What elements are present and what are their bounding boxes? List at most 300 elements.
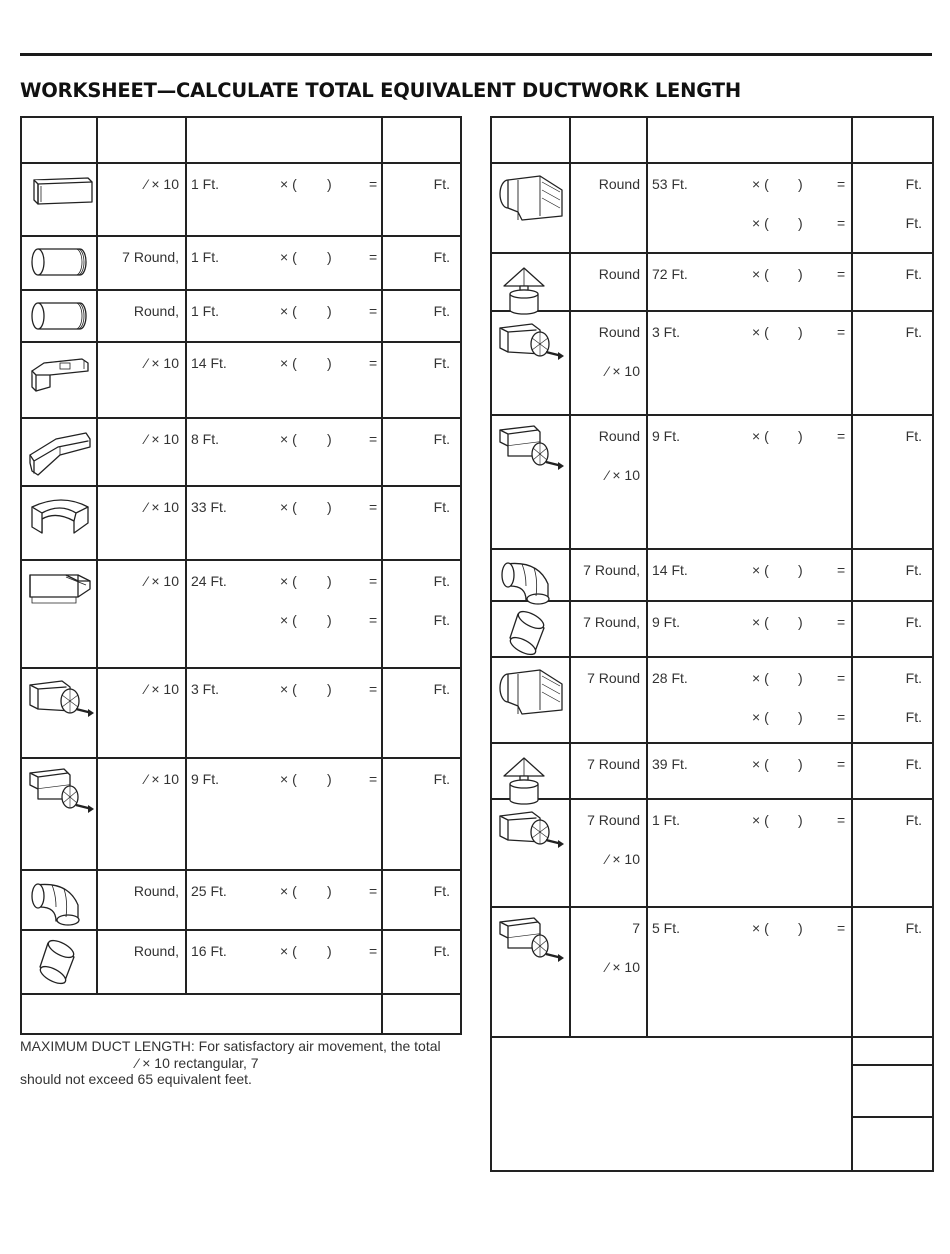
equivalent-length: 3 Ft. xyxy=(652,324,681,340)
multiply-open-paren: × ( xyxy=(280,249,297,265)
calc-line xyxy=(648,614,851,632)
fitting-size-cell xyxy=(570,311,647,415)
close-paren: ) xyxy=(327,176,332,192)
equals-sign: = xyxy=(837,812,846,828)
equals-sign: = xyxy=(369,249,378,265)
multiply-open-paren: × ( xyxy=(752,812,769,828)
result-unit: Ft. xyxy=(905,920,922,936)
fitting-row xyxy=(491,549,933,601)
result-unit: Ft. xyxy=(433,943,450,959)
multiply-open-paren: × ( xyxy=(280,771,297,787)
equivalent-length: 16 Ft. xyxy=(191,943,227,959)
total-value-cell[interactable] xyxy=(852,1117,933,1171)
fitting-size-cell xyxy=(97,342,186,418)
result-cell[interactable] xyxy=(852,743,933,799)
page-title: WORKSHEET—CALCULATE TOTAL EQUIVALENT DUCTWORK LENGTH xyxy=(20,79,741,102)
result-cell[interactable] xyxy=(382,342,461,418)
result-unit: Ft. xyxy=(905,812,922,828)
header-fitting-cell xyxy=(21,117,97,163)
header-equivalent-cell xyxy=(186,117,382,163)
result-unit: Ft. xyxy=(433,499,450,515)
equals-sign: = xyxy=(369,431,378,447)
fitting-size-cell xyxy=(97,418,186,486)
calc-line xyxy=(648,756,851,774)
fitting-row xyxy=(21,486,461,560)
equals-sign: = xyxy=(837,266,846,282)
result-cell[interactable] xyxy=(852,657,933,743)
calc-line xyxy=(648,670,851,688)
size-label: ⁄ × 10 xyxy=(606,959,640,975)
result-unit: Ft. xyxy=(433,681,450,697)
result-cell[interactable] xyxy=(852,415,933,549)
close-paren: ) xyxy=(327,499,332,515)
size-line xyxy=(98,431,179,447)
close-paren: ) xyxy=(798,756,803,772)
total-label-cell xyxy=(21,994,382,1034)
close-paren: ) xyxy=(798,428,803,444)
equivalent-calc-cell xyxy=(647,657,852,743)
fitting-row xyxy=(21,560,461,668)
multiply-open-paren: × ( xyxy=(280,431,297,447)
equivalent-length: 1 Ft. xyxy=(191,249,220,265)
size-line xyxy=(571,959,640,975)
maximum-duct-length-note xyxy=(20,1038,480,1088)
size-label: Round xyxy=(598,266,640,282)
fitting-icon-cell xyxy=(21,418,97,486)
size-line xyxy=(571,756,640,772)
size-label: Round, xyxy=(133,303,179,319)
equivalent-calc-cell xyxy=(647,549,852,601)
equals-sign: = xyxy=(369,573,378,589)
result-unit: Ft. xyxy=(905,176,922,192)
size-line xyxy=(571,851,640,867)
note-line-3: should not exceed 65 equivalent feet. xyxy=(20,1071,252,1087)
fitting-icon-cell xyxy=(21,486,97,560)
equals-sign: = xyxy=(369,176,378,192)
equals-sign: = xyxy=(369,681,378,697)
total-label-cell xyxy=(491,1037,852,1171)
fitting-row xyxy=(21,930,461,994)
fitting-size-cell xyxy=(97,163,186,236)
result-unit: Ft. xyxy=(433,771,450,787)
fitting-size-cell xyxy=(570,253,647,311)
calc-line xyxy=(187,431,381,449)
straight-rectangular-duct-icon xyxy=(26,170,94,213)
size-label: ⁄ × 10 xyxy=(145,771,179,787)
fitting-icon-cell xyxy=(491,601,570,657)
result-cell[interactable] xyxy=(382,560,461,668)
fitting-icon-cell xyxy=(491,549,570,601)
note-line-2: ⁄ × 10 rectangular, 7 xyxy=(136,1054,259,1071)
size-line xyxy=(98,355,179,371)
close-paren: ) xyxy=(327,883,332,899)
multiply-open-paren: × ( xyxy=(752,709,769,725)
calc-line xyxy=(648,324,851,342)
fitting-size-cell xyxy=(570,415,647,549)
fitting-icon-cell xyxy=(491,907,570,1037)
fitting-icon-cell xyxy=(21,163,97,236)
equals-sign: = xyxy=(837,709,846,725)
calc-line xyxy=(187,883,381,901)
size-line xyxy=(98,573,179,589)
size-line xyxy=(571,614,640,630)
equivalent-calc-cell xyxy=(186,236,382,290)
equivalent-calc-cell xyxy=(186,342,382,418)
size-label: 7 Round, xyxy=(583,562,640,578)
calc-line xyxy=(187,573,381,591)
close-paren: ) xyxy=(327,355,332,371)
close-paren: ) xyxy=(327,681,332,697)
calc-line xyxy=(648,215,851,233)
close-paren: ) xyxy=(327,573,332,589)
equals-sign: = xyxy=(369,943,378,959)
equivalent-calc-cell xyxy=(647,415,852,549)
multiply-open-paren: × ( xyxy=(752,176,769,192)
size-label: Round xyxy=(598,176,640,192)
rectangular-elbow-45-icon xyxy=(26,425,94,484)
multiply-open-paren: × ( xyxy=(280,943,297,959)
equivalent-length: 8 Ft. xyxy=(191,431,220,447)
total-value-cell[interactable] xyxy=(852,1037,933,1065)
multiply-open-paren: × ( xyxy=(752,756,769,772)
equals-sign: = xyxy=(837,324,846,340)
size-line xyxy=(98,499,179,515)
multiply-open-paren: × ( xyxy=(752,920,769,936)
result-cell[interactable] xyxy=(382,418,461,486)
equals-sign: = xyxy=(837,670,846,686)
calc-line xyxy=(648,812,851,830)
header-row xyxy=(21,117,461,163)
equals-sign: = xyxy=(369,612,378,628)
header-row xyxy=(491,117,933,163)
rectangular-to-round-transition-90-icon xyxy=(496,422,570,479)
fitting-row xyxy=(491,657,933,743)
rectangular-to-round-transition-90-icon xyxy=(496,914,570,971)
close-paren: ) xyxy=(798,266,803,282)
total-value-cell[interactable] xyxy=(852,1065,933,1117)
total-row xyxy=(491,1037,933,1065)
calc-line xyxy=(187,249,381,267)
straight-round-duct-icon xyxy=(26,243,92,284)
equivalent-calc-cell xyxy=(647,253,852,311)
rectangular-to-round-transition-icon xyxy=(496,318,570,373)
close-paren: ) xyxy=(798,324,803,340)
fitting-size-cell xyxy=(570,907,647,1037)
size-label: ⁄ × 10 xyxy=(145,499,179,515)
multiply-open-paren: × ( xyxy=(752,266,769,282)
result-unit: Ft. xyxy=(433,612,450,628)
equals-sign: = xyxy=(837,756,846,772)
calc-line xyxy=(187,612,381,630)
equivalent-length: 14 Ft. xyxy=(652,562,688,578)
fitting-size-cell xyxy=(570,163,647,253)
equivalent-calc-cell xyxy=(186,758,382,870)
equivalent-length: 9 Ft. xyxy=(652,428,681,444)
rectangular-elbow-90-icon xyxy=(26,493,94,546)
fitting-row xyxy=(491,907,933,1037)
size-line xyxy=(571,920,640,936)
size-line xyxy=(98,303,179,319)
fitting-icon-cell xyxy=(21,758,97,870)
fitting-icon-cell xyxy=(491,311,570,415)
size-label: ⁄ × 10 xyxy=(606,363,640,379)
result-unit: Ft. xyxy=(905,215,922,231)
result-cell[interactable] xyxy=(382,870,461,930)
multiply-open-paren: × ( xyxy=(280,681,297,697)
fitting-icon-cell xyxy=(21,290,97,342)
fitting-icon-cell xyxy=(491,799,570,907)
equals-sign: = xyxy=(837,215,846,231)
equals-sign: = xyxy=(837,176,846,192)
straight-round-duct-icon xyxy=(26,297,92,338)
multiply-open-paren: × ( xyxy=(280,883,297,899)
fitting-icon-cell xyxy=(491,743,570,799)
equals-sign: = xyxy=(369,355,378,371)
equivalent-length: 14 Ft. xyxy=(191,355,227,371)
equals-sign: = xyxy=(837,920,846,936)
size-line xyxy=(571,266,640,282)
result-cell[interactable] xyxy=(382,668,461,758)
multiply-open-paren: × ( xyxy=(752,562,769,578)
multiply-open-paren: × ( xyxy=(280,355,297,371)
result-cell[interactable] xyxy=(852,601,933,657)
equivalent-length: 9 Ft. xyxy=(652,614,681,630)
fitting-size-cell xyxy=(97,290,186,342)
calc-line xyxy=(187,176,381,194)
size-line xyxy=(98,943,179,959)
close-paren: ) xyxy=(798,215,803,231)
calc-line xyxy=(648,266,851,284)
equivalent-length: 53 Ft. xyxy=(652,176,688,192)
equivalent-calc-cell xyxy=(186,930,382,994)
result-unit: Ft. xyxy=(433,176,450,192)
fitting-size-cell xyxy=(97,870,186,930)
top-rule xyxy=(20,53,932,56)
equivalent-calc-cell xyxy=(186,290,382,342)
result-unit: Ft. xyxy=(433,431,450,447)
rectangular-elbow-flat-icon xyxy=(26,349,94,400)
fitting-row xyxy=(21,758,461,870)
fitting-row xyxy=(21,342,461,418)
result-cell[interactable] xyxy=(382,290,461,342)
equivalent-calc-cell xyxy=(647,601,852,657)
fitting-row xyxy=(491,415,933,549)
fitting-size-cell xyxy=(97,758,186,870)
equivalent-length: 25 Ft. xyxy=(191,883,227,899)
equivalent-calc-cell xyxy=(647,163,852,253)
fitting-size-cell xyxy=(97,668,186,758)
equals-sign: = xyxy=(369,883,378,899)
fitting-size-cell xyxy=(97,560,186,668)
equivalent-length: 39 Ft. xyxy=(652,756,688,772)
calc-line xyxy=(648,920,851,938)
size-line xyxy=(571,363,640,379)
equals-sign: = xyxy=(369,303,378,319)
size-label: ⁄ × 10 xyxy=(606,851,640,867)
equivalent-calc-cell xyxy=(186,560,382,668)
result-unit: Ft. xyxy=(905,428,922,444)
equals-sign: = xyxy=(369,499,378,515)
multiply-open-paren: × ( xyxy=(280,176,297,192)
size-label: 7 Round, xyxy=(583,614,640,630)
fitting-size-cell xyxy=(570,601,647,657)
round-elbow-45-icon xyxy=(26,937,90,994)
fitting-icon-cell xyxy=(491,415,570,549)
rectangular-to-round-transition-90-icon xyxy=(26,765,100,822)
fitting-icon-cell xyxy=(491,657,570,743)
fitting-row xyxy=(491,163,933,253)
result-unit: Ft. xyxy=(433,573,450,589)
fitting-row xyxy=(491,601,933,657)
result-unit: Ft. xyxy=(905,614,922,630)
calc-line xyxy=(187,771,381,789)
result-cell[interactable] xyxy=(852,907,933,1037)
calc-line xyxy=(187,303,381,321)
left-worksheet-table xyxy=(20,116,462,1035)
header-size-cell xyxy=(570,117,647,163)
close-paren: ) xyxy=(327,249,332,265)
fitting-icon-cell xyxy=(491,253,570,311)
size-label: ⁄ × 10 xyxy=(145,431,179,447)
result-cell[interactable] xyxy=(382,236,461,290)
size-label: 7 Round xyxy=(587,670,640,686)
fitting-icon-cell xyxy=(21,870,97,930)
equals-sign: = xyxy=(837,562,846,578)
multiply-open-paren: × ( xyxy=(280,573,297,589)
equivalent-length: 5 Ft. xyxy=(652,920,681,936)
equivalent-length: 72 Ft. xyxy=(652,266,688,282)
size-line xyxy=(571,812,640,828)
equivalent-calc-cell xyxy=(647,743,852,799)
result-unit: Ft. xyxy=(905,709,922,725)
close-paren: ) xyxy=(327,612,332,628)
close-paren: ) xyxy=(327,303,332,319)
equivalent-calc-cell xyxy=(647,799,852,907)
close-paren: ) xyxy=(327,431,332,447)
size-label: Round, xyxy=(133,883,179,899)
result-cell[interactable] xyxy=(852,311,933,415)
fitting-icon-cell xyxy=(21,236,97,290)
multiply-open-paren: × ( xyxy=(752,324,769,340)
fitting-row xyxy=(21,418,461,486)
close-paren: ) xyxy=(327,943,332,959)
round-elbow-90-icon xyxy=(26,877,92,930)
equivalent-length: 1 Ft. xyxy=(191,303,220,319)
close-paren: ) xyxy=(798,614,803,630)
size-label: ⁄ × 10 xyxy=(145,681,179,697)
equivalent-calc-cell xyxy=(186,418,382,486)
size-label: 7 Round xyxy=(587,812,640,828)
fitting-icon-cell xyxy=(21,342,97,418)
multiply-open-paren: × ( xyxy=(752,428,769,444)
total-value-cell[interactable] xyxy=(382,994,461,1034)
round-wall-cap-icon xyxy=(496,170,566,233)
header-size-cell xyxy=(97,117,186,163)
fitting-row xyxy=(21,236,461,290)
result-cell[interactable] xyxy=(382,486,461,560)
header-total-cell xyxy=(382,117,461,163)
result-unit: Ft. xyxy=(905,562,922,578)
fitting-row xyxy=(21,870,461,930)
result-cell[interactable] xyxy=(852,549,933,601)
fitting-row xyxy=(491,799,933,907)
size-line xyxy=(571,428,640,444)
equivalent-calc-cell xyxy=(186,668,382,758)
multiply-open-paren: × ( xyxy=(752,215,769,231)
size-line xyxy=(571,324,640,340)
calc-line xyxy=(187,943,381,961)
calc-line xyxy=(648,709,851,727)
size-label: 7 xyxy=(632,920,640,936)
header-fitting-cell xyxy=(491,117,570,163)
result-unit: Ft. xyxy=(905,756,922,772)
calc-line xyxy=(648,428,851,446)
result-cell[interactable] xyxy=(852,799,933,907)
equivalent-length: 3 Ft. xyxy=(191,681,220,697)
rectangular-to-round-transition-icon xyxy=(26,675,100,730)
multiply-open-paren: × ( xyxy=(280,499,297,515)
result-cell[interactable] xyxy=(852,163,933,253)
result-cell[interactable] xyxy=(382,163,461,236)
size-line xyxy=(98,681,179,697)
fitting-row xyxy=(491,743,933,799)
size-line xyxy=(571,670,640,686)
rectangular-wall-cap-icon xyxy=(26,567,94,612)
total-row xyxy=(21,994,461,1034)
equivalent-length: 24 Ft. xyxy=(191,573,227,589)
size-label: ⁄ × 10 xyxy=(145,355,179,371)
size-line xyxy=(571,467,640,483)
calc-line xyxy=(187,499,381,517)
close-paren: ) xyxy=(798,176,803,192)
equivalent-length: 1 Ft. xyxy=(652,812,681,828)
close-paren: ) xyxy=(798,920,803,936)
fitting-icon-cell xyxy=(21,668,97,758)
result-cell[interactable] xyxy=(382,930,461,994)
fitting-size-cell xyxy=(570,549,647,601)
fitting-size-cell xyxy=(97,236,186,290)
close-paren: ) xyxy=(798,812,803,828)
result-unit: Ft. xyxy=(905,266,922,282)
note-line-1: MAXIMUM DUCT LENGTH: For satisfactory air movement, the total xyxy=(20,1038,441,1054)
equivalent-calc-cell xyxy=(186,163,382,236)
header-equivalent-cell xyxy=(647,117,852,163)
size-line xyxy=(571,176,640,192)
close-paren: ) xyxy=(798,709,803,725)
fitting-size-cell xyxy=(570,743,647,799)
result-unit: Ft. xyxy=(433,883,450,899)
size-label: Round xyxy=(598,428,640,444)
fitting-icon-cell xyxy=(21,560,97,668)
equivalent-length: 9 Ft. xyxy=(191,771,220,787)
equivalent-calc-cell xyxy=(647,907,852,1037)
result-cell[interactable] xyxy=(382,758,461,870)
equivalent-calc-cell xyxy=(647,311,852,415)
size-line xyxy=(98,883,179,899)
calc-line xyxy=(648,176,851,194)
equals-sign: = xyxy=(837,428,846,444)
fitting-size-cell xyxy=(97,930,186,994)
calc-line xyxy=(187,681,381,699)
result-cell[interactable] xyxy=(852,253,933,311)
size-label: ⁄ × 10 xyxy=(145,176,179,192)
fitting-row xyxy=(491,253,933,311)
fitting-row xyxy=(21,163,461,236)
size-label: Round xyxy=(598,324,640,340)
fitting-size-cell xyxy=(97,486,186,560)
size-label: Round, xyxy=(133,943,179,959)
size-line xyxy=(98,176,179,192)
